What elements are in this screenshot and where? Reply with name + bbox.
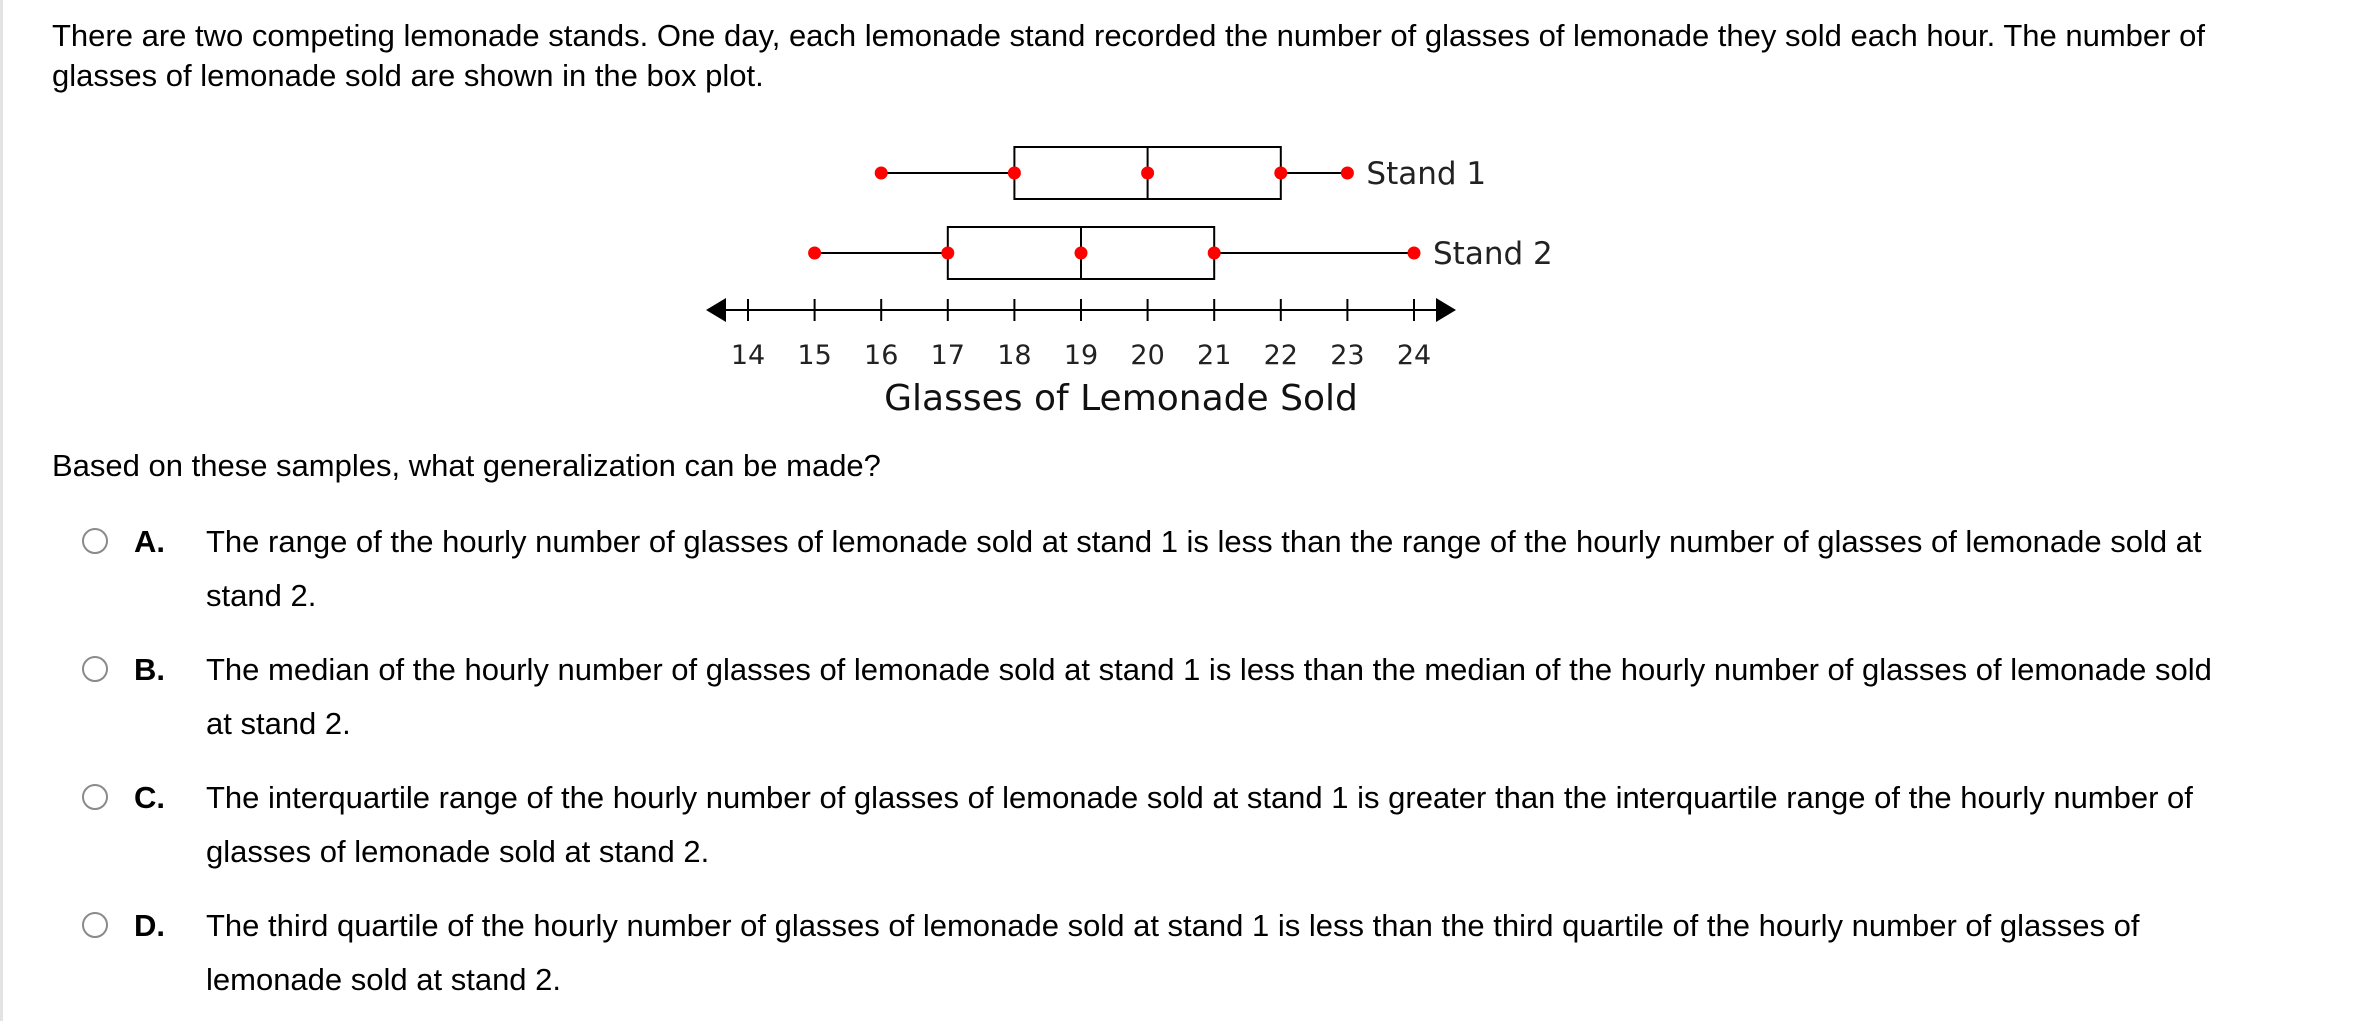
axis-arrow-right [1436, 298, 1456, 322]
option-d-radio[interactable] [82, 912, 108, 938]
axis-tick-label-15: 15 [797, 340, 832, 371]
option-c-text: The interquartile range of the hourly number of glasses of lemonade sold at stand 1 is greater than the interquartile range of the hourly number of glasses of lemonade sold at stand 2. [206, 780, 2193, 869]
box-plot [0, 130, 2360, 420]
axis-tick-label-19: 19 [1063, 340, 1099, 371]
stand-2-max-point [1408, 247, 1421, 260]
axis-tick-label-14: 14 [730, 340, 766, 371]
stand-1-median-point [1141, 167, 1154, 180]
option-c[interactable] [0, 774, 2360, 902]
option-c-letter: C. [134, 780, 165, 815]
option-b-letter: B. [134, 652, 165, 687]
axis-tick-label-22: 22 [1263, 340, 1298, 371]
stand-1-q3-point [1274, 167, 1287, 180]
axis-tick-label-17: 17 [930, 340, 965, 371]
box-plot-svg [0, 130, 2360, 420]
option-a-text: The range of the hourly number of glasses of lemonade sold at stand 1 is less than the range of the hourly number of glasses of lemonade sold at stand 2. [206, 524, 2202, 613]
stand-2-median-point [1075, 247, 1088, 260]
option-d[interactable] [0, 902, 2360, 1030]
option-b-radio[interactable] [82, 656, 108, 682]
stand-1-max-point [1341, 167, 1354, 180]
x-axis-title: Glasses of Lemonade Sold [884, 378, 1358, 419]
option-a-radio[interactable] [82, 528, 108, 554]
axis-tick-label-23: 23 [1330, 340, 1365, 371]
stand-1-min-point [875, 167, 888, 180]
option-d-letter: D. [134, 908, 165, 943]
axis-tick-label-24: 24 [1396, 340, 1432, 371]
question-text: Based on these samples, what generalization can be made? [52, 448, 881, 483]
stand-2-q3-point [1208, 247, 1221, 260]
option-a-letter: A. [134, 524, 165, 559]
axis-tick-label-21: 21 [1197, 340, 1232, 371]
stand-1-q1-point [1008, 167, 1021, 180]
axis-tick-label-20: 20 [1130, 340, 1165, 371]
stand-1-label: Stand 1 [1366, 156, 1487, 192]
option-d-text: The third quartile of the hourly number of glasses of lemonade sold at stand 1 is less than the third quartile of the hourly number of glasses of lemonade sold at stand 2. [206, 908, 2140, 997]
stand-2-min-point [808, 247, 821, 260]
option-b-text: The median of the hourly number of glasses of lemonade sold at stand 1 is less than the median of the hourly number of glasses of lemonade sold at stand 2. [206, 652, 2212, 741]
axis-tick-label-16: 16 [864, 340, 899, 371]
axis-tick-label-18: 18 [997, 340, 1032, 371]
intro-text: There are two competing lemonade stands. One day, each lemonade stand recorded the number of glasses of lemonade they sold each hour. The number of glasses of lemonade sold are shown in the box plot. [52, 18, 2205, 93]
stand-2-label: Stand 2 [1433, 236, 1553, 272]
axis-arrow-left [706, 298, 726, 322]
answer-options [0, 518, 2360, 1030]
option-b[interactable] [0, 646, 2360, 774]
stand-2-q1-point [941, 247, 954, 260]
option-c-radio[interactable] [82, 784, 108, 810]
option-a[interactable] [0, 518, 2360, 646]
